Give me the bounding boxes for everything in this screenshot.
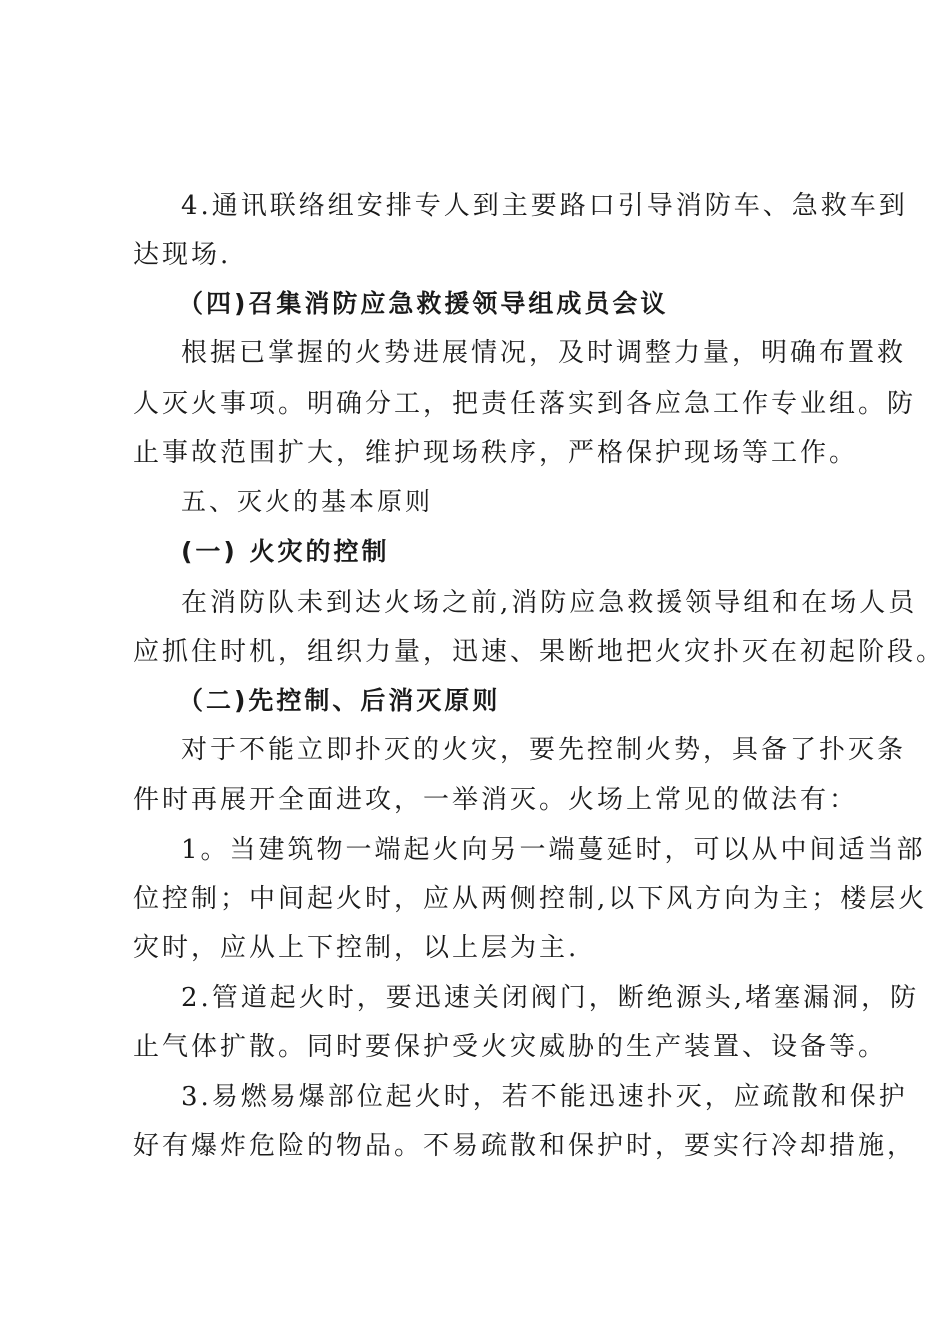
paragraph-line: 位控制；中间起火时，应从两侧控制,以下风方向为主；楼层火 — [133, 884, 928, 914]
paragraph-line: 4.通讯联络组安排专人到主要路口引导消防车、急救车到 — [181, 191, 908, 221]
paragraph-line: 3.易燃易爆部位起火时，若不能迅速扑灭，应疏散和保护 — [181, 1082, 908, 1112]
paragraph-line: 止事故范围扩大，维护现场秩序，严格保护现场等工作。 — [133, 438, 859, 468]
paragraph-line: 根据已掌握的火势进展情况，及时调整力量，明确布置救 — [181, 338, 907, 368]
paragraph-line: 件时再展开全面进攻，一举消灭。火场上常见的做法有： — [133, 785, 859, 815]
paragraph-line: 在消防队未到达火场之前,消防应急救援领导组和在场人员 — [181, 588, 918, 618]
paragraph-line: 人灭火事项。明确分工，把责任落实到各应急工作专业组。防 — [133, 389, 917, 419]
paragraph-line: 1。当建筑物一端起火向另一端蔓延时，可以从中间适当部 — [181, 835, 926, 865]
paragraph-line: 2.管道起火时，要迅速关闭阀门，断绝源头,堵塞漏洞，防 — [181, 983, 920, 1013]
section-heading-four: （四)召集消防应急救援领导组成员会议 — [178, 289, 669, 318]
section-heading-five: 五、灭火的基本原则 — [181, 487, 434, 516]
paragraph-line: 应抓住时机，组织力量，迅速、果断地把火灾扑灭在初起阶段。 — [133, 637, 946, 667]
paragraph-line: 灾时，应从上下控制，以上层为主. — [133, 933, 580, 963]
section-heading-two: （二)先控制、后消灭原则 — [178, 686, 501, 715]
section-heading-one: (一) 火灾的控制 — [181, 537, 390, 566]
paragraph-line: 好有爆炸危险的物品。不易疏散和保护时，要实行冷却措施， — [133, 1131, 917, 1161]
paragraph-line: 对于不能立即扑灭的火灾，要先控制火势，具备了扑灭条 — [181, 735, 907, 765]
paragraph-line: 达现场. — [133, 240, 232, 270]
paragraph-line: 止气体扩散。同时要保护受火灾威胁的生产装置、设备等。 — [133, 1032, 888, 1062]
